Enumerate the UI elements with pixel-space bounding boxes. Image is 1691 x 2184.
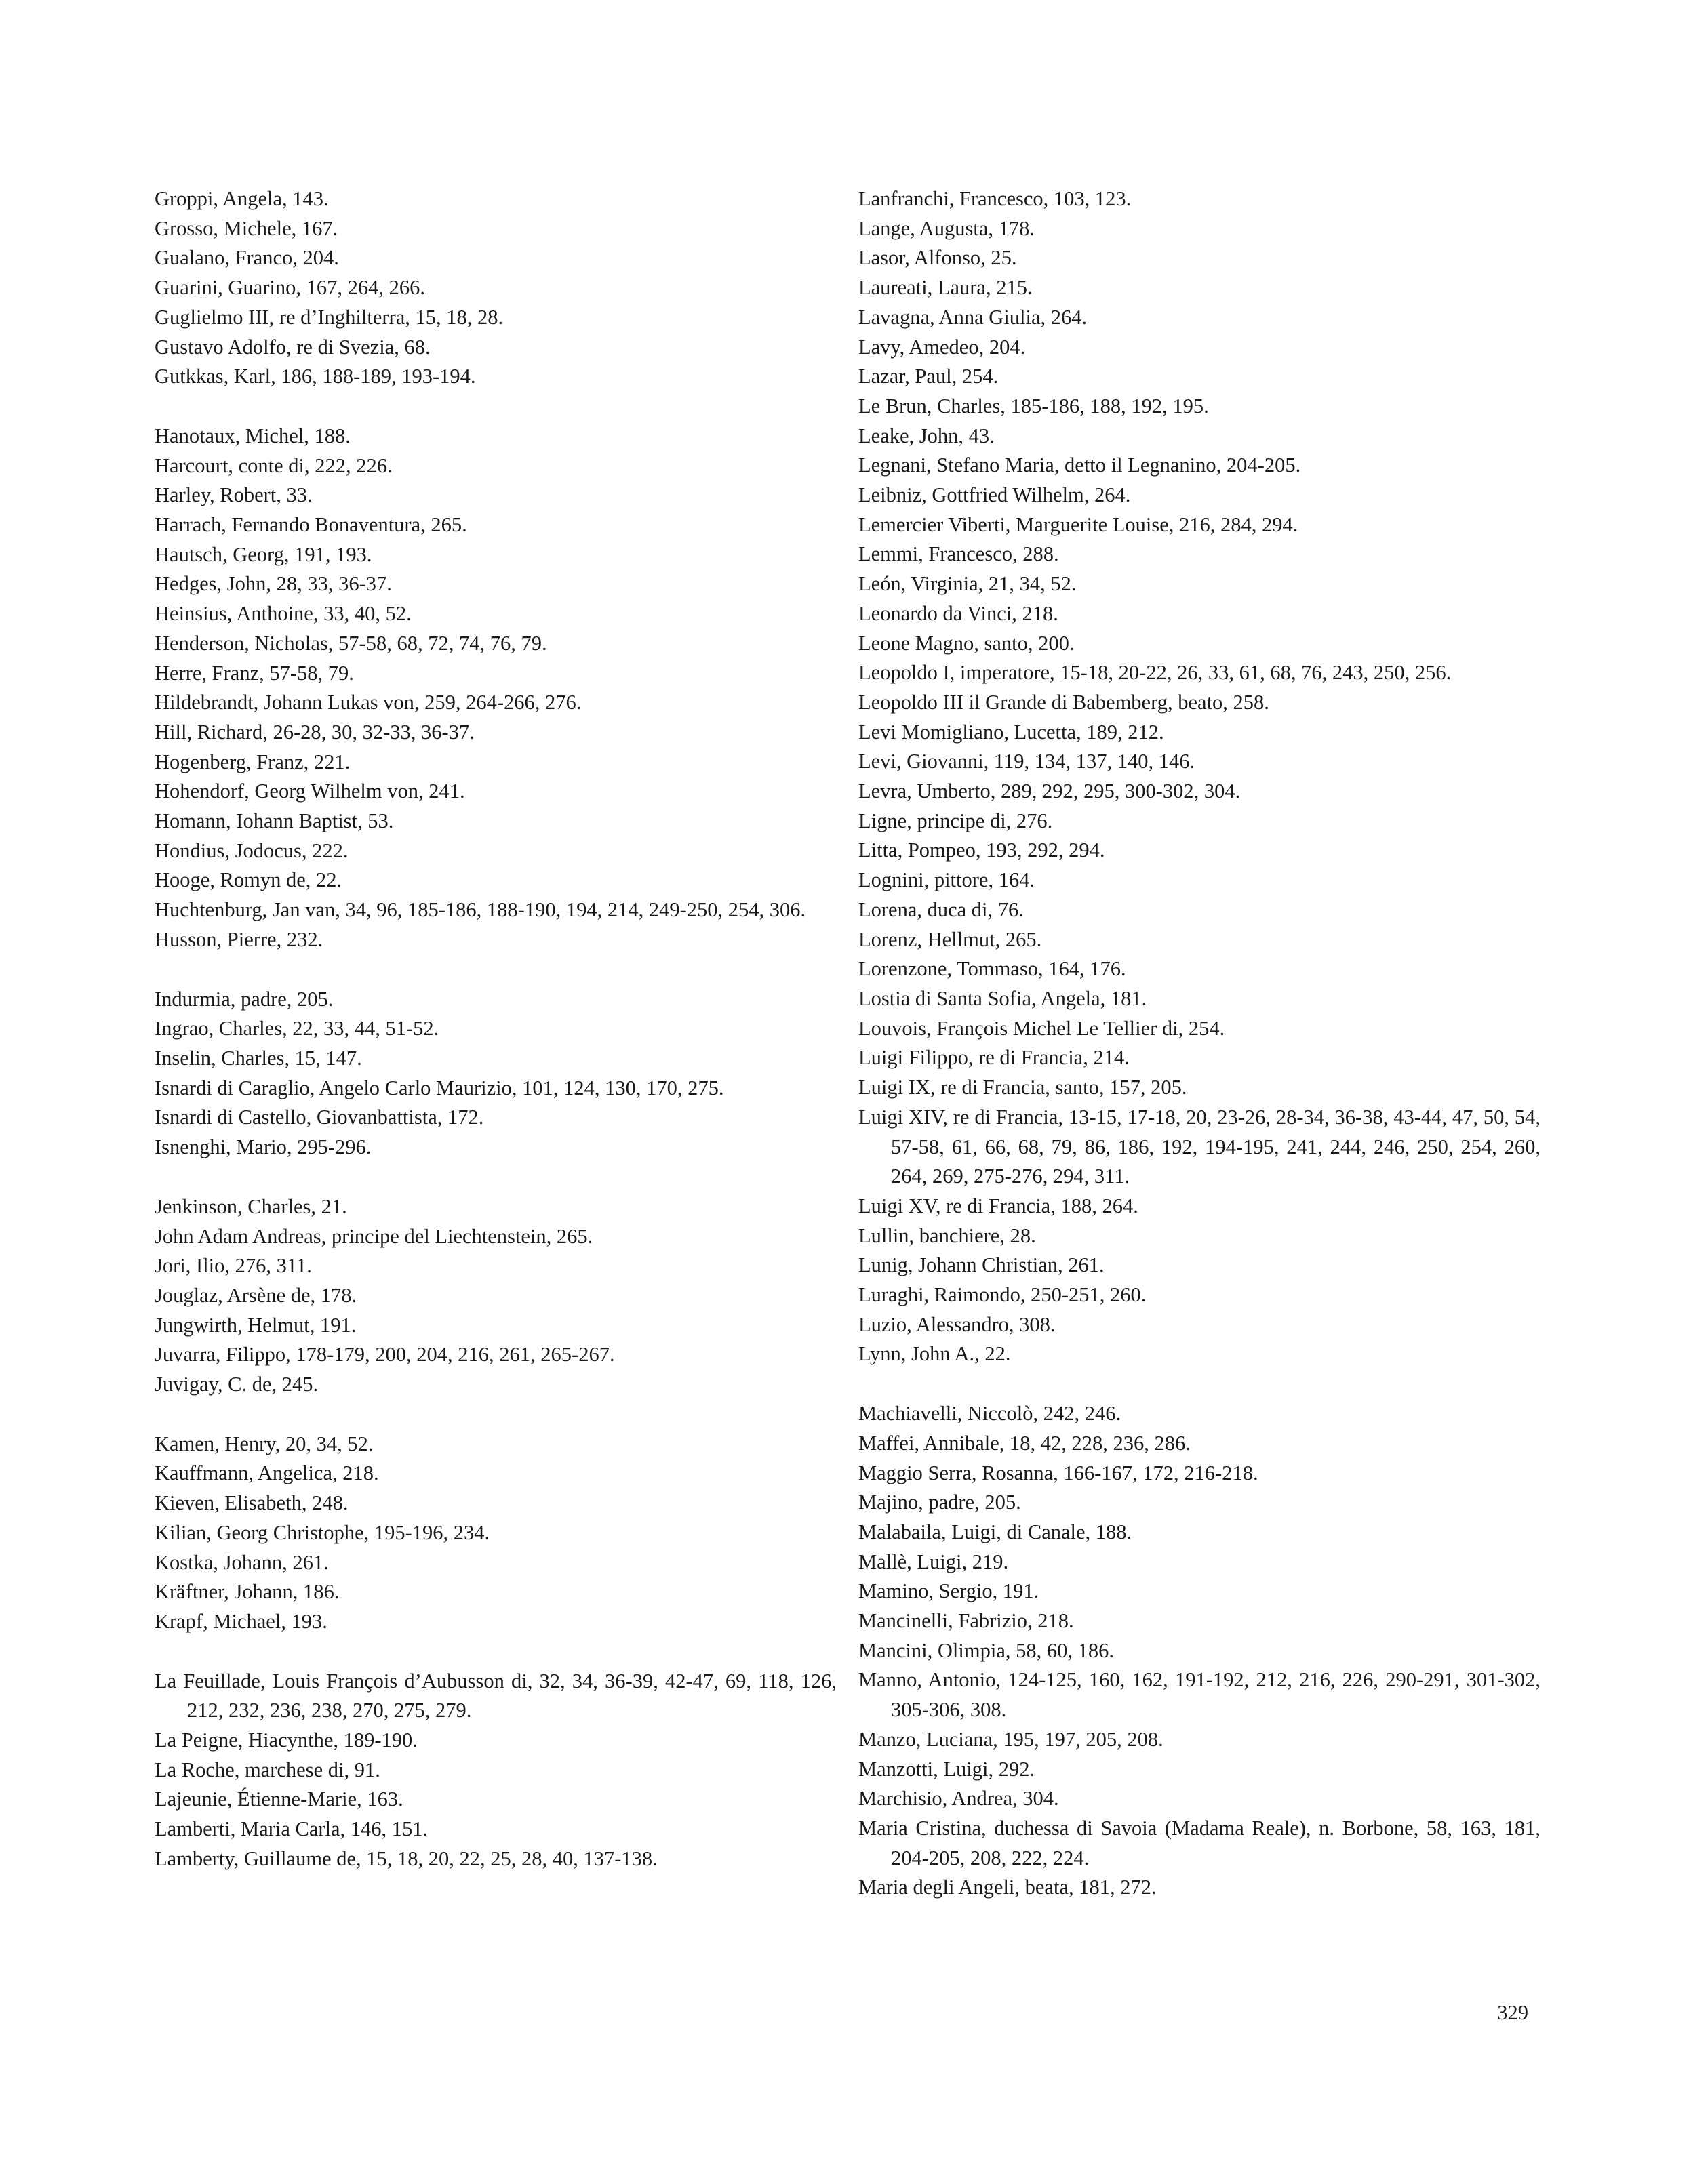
index-letter-group [858,184,1540,1369]
index-entry: John Adam Andreas, principe del Liechtenstein, 265. [155,1224,593,1248]
index-entry: Kamen, Henry, 20, 34, 52. [155,1432,374,1455]
index-entry: Lorena, duca di, 76. [858,897,1024,921]
index-entry: Leone Magno, santo, 200. [858,631,1075,655]
index-entry: Guglielmo III, re d’Inghilterra, 15, 18, 28. [155,305,504,329]
index-entry: Lavy, Amedeo, 204. [858,335,1026,359]
index-entry: Luigi Filippo, re di Francia, 214. [858,1046,1130,1070]
index-entry: Leake, John, 43. [858,424,995,447]
index-entry: Kilian, Georg Christophe, 195-196, 234. [155,1520,490,1544]
index-entry: Luigi XV, re di Francia, 188, 264. [858,1194,1138,1217]
index-entry: Manno, Antonio, 124-125, 160, 162, 191-192, 212, 216, 226, 290-291, 301-302, 305-306, 308. [858,1668,1540,1722]
index-entry: Lajeunie, Étienne-Marie, 163. [155,1787,403,1811]
index-entry: Luigi IX, re di Francia, santo, 157, 205. [858,1076,1187,1099]
index-entry: Krapf, Michael, 193. [155,1609,327,1633]
index-entry: Lemercier Viberti, Marguerite Louise, 216, 284, 294. [858,512,1298,536]
index-entry: Hondius, Jodocus, 222. [155,838,349,862]
index-entry: Juvigay, C. de, 245. [155,1373,319,1396]
index-entry: Kräftner, Johann, 186. [155,1580,340,1604]
index-entry: Lunig, Johann Christian, 261. [858,1253,1105,1277]
index-entry: Hooge, Romyn de, 22. [155,868,342,892]
index-entry: Harley, Robert, 33. [155,483,313,507]
index-entry: Isnenghi, Mario, 295-296. [155,1135,372,1159]
index-entry: Gualano, Franco, 204. [155,246,339,270]
index-entry: Isnardi di Castello, Giovanbattista, 172. [155,1106,484,1129]
index-entry: Le Brun, Charles, 185-186, 188, 192, 195. [858,394,1209,418]
index-entry: Marchisio, Andrea, 304. [858,1787,1059,1811]
index-letter-group [155,184,837,392]
index-entry: Leibniz, Gottfried Wilhelm, 264. [858,483,1131,507]
index-entry: Kieven, Elisabeth, 248. [155,1491,349,1515]
index-entry: Husson, Pierre, 232. [155,927,323,951]
index-entry: Harcourt, conte di, 222, 226. [155,453,393,477]
index-entry: Kauffmann, Angelica, 218. [155,1461,379,1485]
index-entry: Lange, Augusta, 178. [858,216,1035,240]
index-entry: La Feuillade, Louis François d’Aubusson di, 32, 34, 36-39, 42-47, 69, 118, 126, 212, 232, 236, 238, 270, 275, 279. [155,1669,837,1722]
index-entry: Louvois, François Michel Le Tellier di, 254. [858,1016,1225,1040]
index-entry: Mamino, Sergio, 191. [858,1579,1039,1603]
index-entry: Lamberti, Maria Carla, 146, 151. [155,1817,429,1841]
index-entry: León, Virginia, 21, 34, 52. [858,572,1077,596]
index-entry: Lorenz, Hellmut, 265. [858,927,1042,951]
index-entry: Homann, Iohann Baptist, 53. [155,809,394,833]
index-entry: Hautsch, Georg, 191, 193. [155,542,372,566]
index-entry: Levra, Umberto, 289, 292, 295, 300-302, 304. [858,780,1241,803]
index-entry: Lazar, Paul, 254. [858,365,999,388]
index-entry: Maffei, Annibale, 18, 42, 228, 236, 286. [858,1431,1191,1455]
index-entry: Lemmi, Francesco, 288. [858,542,1059,566]
index-entry: Leonardo da Vinci, 218. [858,601,1058,625]
index-entry: Grosso, Michele, 167. [155,216,338,240]
index-entry: Levi Momigliano, Lucetta, 189, 212. [858,720,1164,744]
index-entry: Lavagna, Anna Giulia, 264. [858,305,1088,329]
index-entry: Luigi XIV, re di Francia, 13-15, 17-18, 20, 23-26, 28-34, 36-38, 43-44, 47, 50, 54, 57-58, 61, 66, 68, 79, 86, 186, 192, 194-195, 241, 244, 246, 250, 254, 260, 264, 269, 275-276, 294, 311. [858,1105,1540,1188]
index-entry: Juvarra, Filippo, 178-179, 200, 204, 216, 261, 265-267. [155,1343,615,1367]
page-number: 329 [1497,2001,1528,2024]
index-entry: Hohendorf, Georg Wilhelm von, 241. [155,780,465,803]
index-entry: Jori, Ilio, 276, 311. [155,1254,312,1278]
index-entry: Herre, Franz, 57-58, 79. [155,661,354,685]
index-entry: Leopoldo III il Grande di Babemberg, beato, 258. [858,690,1269,714]
index-entry: Heinsius, Anthoine, 33, 40, 52. [155,602,412,626]
index-entry: Manzo, Luciana, 195, 197, 205, 208. [858,1727,1163,1751]
index-entry: Hildebrandt, Johann Lukas von, 259, 264-266, 276. [155,691,582,714]
index-entry: Leopoldo I, imperatore, 15-18, 20-22, 26, 33, 61, 68, 76, 243, 250, 256. [858,661,1452,685]
index-entry: Henderson, Nicholas, 57-58, 68, 72, 74, 76, 79. [155,631,547,655]
index-entry: Maggio Serra, Rosanna, 166-167, 172, 216-218. [858,1461,1258,1484]
index-entry: Lamberty, Guillaume de, 15, 18, 20, 22, 25, 28, 40, 137-138. [155,1846,658,1870]
index-column-right [858,184,1540,1933]
index-entry: Lynn, John A., 22. [858,1342,1011,1366]
index-entry: Malabaila, Luigi, di Canale, 188. [858,1520,1132,1543]
index-letter-group [155,1192,837,1400]
index-entry: Mancinelli, Fabrizio, 218. [858,1609,1074,1633]
index-entry: Lullin, banchiere, 28. [858,1224,1036,1247]
index-entry: Jouglaz, Arsène de, 178. [155,1283,357,1307]
index-entry: Laureati, Laura, 215. [858,276,1033,300]
index-entry: La Peigne, Hiacynthe, 189-190. [155,1728,418,1752]
index-entry: Maria Cristina, duchessa di Savoia (Madama Reale), n. Borbone, 58, 163, 181, 204-205, 208, 222, 224. [858,1816,1540,1869]
index-entry: Luraghi, Raimondo, 250-251, 260. [858,1283,1147,1307]
index-letter-group [155,1667,837,1874]
index-entry: Groppi, Angela, 143. [155,187,329,210]
index-entry: Hanotaux, Michel, 188. [155,424,351,447]
index-entry: Jungwirth, Helmut, 191. [155,1313,357,1337]
index-entry: Litta, Pompeo, 193, 292, 294. [858,838,1105,862]
index-entry: Huchtenburg, Jan van, 34, 96, 185-186, 188-190, 194, 214, 249-250, 254, 306. [155,898,806,922]
index-entry: Lasor, Alfonso, 25. [858,246,1017,270]
index-entry: La Roche, marchese di, 91. [155,1758,380,1781]
index-entry: Hogenberg, Franz, 221. [155,750,351,773]
index-entry: Hill, Richard, 26-28, 30, 32-33, 36-37. [155,720,475,744]
index-entry: Machiavelli, Niccolò, 242, 246. [858,1402,1121,1425]
index-entry: Levi, Giovanni, 119, 134, 137, 140, 146. [858,750,1195,773]
index-entry: Maria degli Angeli, beata, 181, 272. [858,1876,1157,1899]
index-letter-group [155,422,837,955]
index-entry: Ingrao, Charles, 22, 33, 44, 51-52. [155,1017,439,1040]
index-entry: Isnardi di Caraglio, Angelo Carlo Maurizio, 101, 124, 130, 170, 275. [155,1076,724,1099]
index-entry: Gutkkas, Karl, 186, 188-189, 193-194. [155,365,476,388]
index-entry: Lostia di Santa Sofia, Angela, 181. [858,986,1147,1010]
index-entry: Gustavo Adolfo, re di Svezia, 68. [155,335,431,359]
index-entry: Mancini, Olimpia, 58, 60, 186. [858,1638,1114,1662]
index-entry: Kostka, Johann, 261. [155,1550,329,1574]
index-letter-group [858,1399,1540,1903]
index-entry: Jenkinson, Charles, 21. [155,1194,347,1218]
index-column-left [155,184,837,1904]
index-entry: Manzotti, Luigi, 292. [858,1757,1035,1781]
index-letter-group [155,985,837,1162]
index-entry: Indurmia, padre, 205. [155,987,334,1011]
index-entry: Legnani, Stefano Maria, detto il Legnanino, 204-205. [858,453,1301,477]
index-entry: Lanfranchi, Francesco, 103, 123. [858,187,1132,210]
index-entry: Majino, padre, 205. [858,1491,1021,1514]
index-entry: Harrach, Fernando Bonaventura, 265. [155,513,467,537]
index-entry: Lognini, pittore, 164. [858,868,1035,892]
index-letter-group [155,1430,837,1637]
index-entry: Mallè, Luigi, 219. [858,1550,1009,1573]
index-entry: Ligne, principe di, 276. [858,809,1053,832]
index-entry: Lorenzone, Tommaso, 164, 176. [858,957,1126,981]
index-entry: Luzio, Alessandro, 308. [858,1312,1056,1336]
index-entry: Guarini, Guarino, 167, 264, 266. [155,276,425,300]
index-entry: Inselin, Charles, 15, 147. [155,1046,362,1070]
index-entry: Hedges, John, 28, 33, 36-37. [155,572,392,596]
